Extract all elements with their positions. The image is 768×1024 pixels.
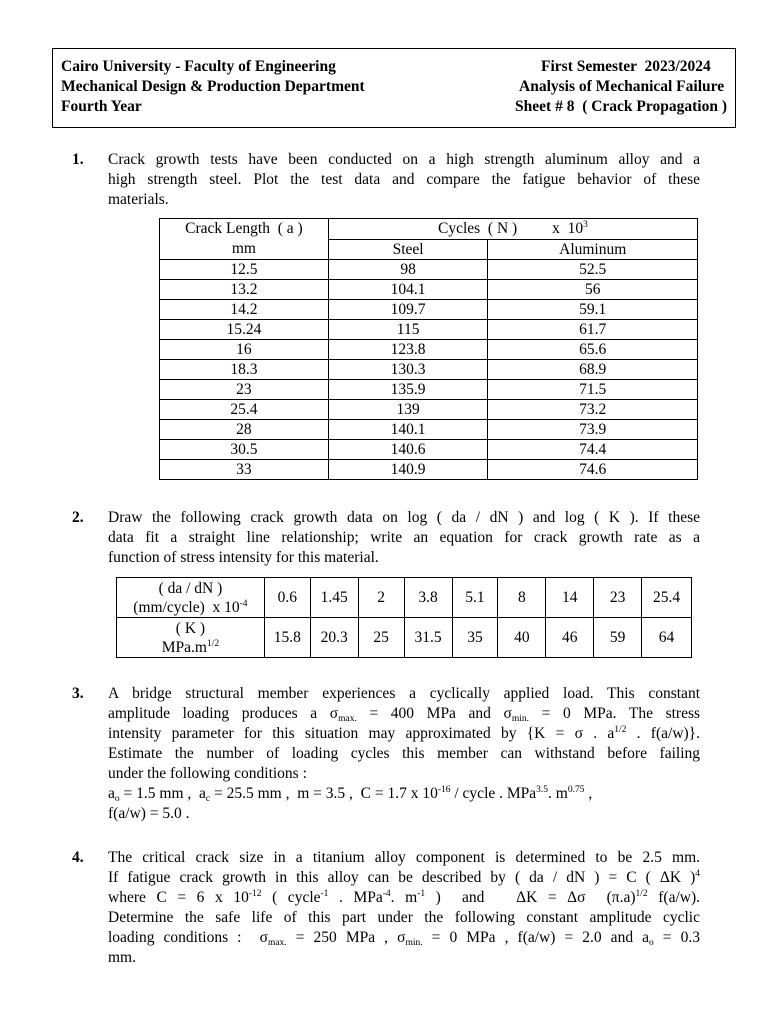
cell: 31.5 [404,618,452,658]
subscript: c [205,794,211,804]
table-row [117,618,692,658]
sigma-symbol: σ [503,705,512,722]
year-label: Fourth Year [61,98,142,115]
cycles-header [328,219,697,240]
text-run: = 1.5 mm , a [119,785,206,802]
text-run: where C = 6 x 10 [108,889,249,906]
problem-2-line: Draw the following crack growth data on log ( da / dN ) and log ( K ). If these [108,509,700,526]
text-run: amplitude loading produces a [108,705,330,722]
cell: 74.6 [488,460,698,480]
cycles-label: Cycles ( N ) [437,220,518,238]
problem-3-line: A bridge structural member experiences a cyclically applied load. This constant [108,685,700,702]
problem-3-number: 3. [72,685,84,702]
crack-growth-table [159,218,698,480]
problem-3-line [108,704,700,724]
cell: 104.1 [328,280,488,300]
cell: 73.2 [488,400,698,420]
subscript: max. [338,714,357,724]
problem-1-line: materials. [108,191,169,208]
problem-2-line: data fit a straight line relationship; write an equation for crack growth rate as a [108,529,700,546]
cell: 5.1 [452,578,498,618]
header-right [515,57,727,117]
semester-label: First Semester 2023/2024 [541,58,711,75]
cell: 135.9 [328,380,488,400]
k-label-top: ( K ) [175,619,206,637]
table-row [160,360,698,380]
cell: 28 [160,420,329,440]
cell: 130.3 [328,360,488,380]
superscript: 4 [695,869,700,879]
text-run: loading conditions : σ [108,929,268,946]
problem-4-line: mm. [108,949,136,966]
header-left [61,57,365,117]
superscript: -16 [437,785,451,795]
text-run: a [108,785,115,802]
cell: 2 [358,578,404,618]
text-run: f(a/w). [647,889,700,906]
cell: 16 [160,340,329,360]
problem-3-line [108,724,700,744]
table-row [160,280,698,300]
text-run: . f(a/w)}. [626,725,700,742]
cell: 3.8 [404,578,452,618]
cell: 23 [594,578,642,618]
text-run: . MPa [328,889,383,906]
cell: 139 [328,400,488,420]
text-run: = 400 MPa and [356,705,504,722]
cell: 15.8 [264,618,310,658]
problem-4-text [108,848,700,968]
superscript: 3.5 [536,785,549,795]
crack-length-label: Crack Length ( a ) [185,220,303,237]
problem-4-line: Determine the safe life of this part under the following constant amplitude cyclic [108,909,700,926]
table-row [160,400,698,420]
cell: 73.9 [488,420,698,440]
cell: 15.24 [160,320,329,340]
subscript: max. [267,938,287,948]
table-row [160,260,698,280]
text-run: = 25.5 mm , m = 3.5 , C = 1.7 x 10 [210,785,438,802]
cell: 25 [358,618,404,658]
text-run: = 0 MPa. The stress [529,705,701,722]
superscript: -1 [417,889,426,899]
header-box [52,48,736,128]
table-row [160,300,698,320]
table-header-row [160,219,698,240]
subscript: min. [511,714,530,724]
sheet-title: Sheet # 8 ( Crack Propagation ) [515,98,727,115]
superscript: -12 [248,889,262,899]
problem-3-line: under the following conditions : [108,765,307,782]
superscript: 1/2 [614,725,627,735]
cell: 14.2 [160,300,329,320]
subscript: o [114,794,120,804]
cell: 13.2 [160,280,329,300]
cell: 123.8 [328,340,488,360]
problem-1-number: 1. [72,151,84,168]
cell: 140.6 [328,440,488,460]
cell: 23 [160,380,329,400]
cell: 56 [488,280,698,300]
cell: 64 [642,618,692,658]
cell: 71.5 [488,380,698,400]
dadn-k-table [116,577,692,658]
cell: 140.9 [328,460,488,480]
superscript: 1/2 [635,889,648,899]
text-run: = 0.3 [653,929,700,946]
cell: 140.1 [328,420,488,440]
cell: 35 [452,618,498,658]
cell: 74.4 [488,440,698,460]
superscript: -1 [320,889,329,899]
text-run: If fatigue crack growth in this alloy can be described by ( da / dN ) = C ( ΔK ) [108,869,696,886]
table-row [160,320,698,340]
steel-header: Steel [328,239,488,260]
dadn-label [117,578,265,618]
cell: 25.4 [160,400,329,420]
problem-2-text [108,508,700,568]
problem-4-line [108,928,700,948]
k-label [117,618,265,658]
table-row [160,440,698,460]
text-run: = 250 MPa , σ [286,929,406,946]
k-unit: MPa.m [161,638,207,656]
text-run: ( cycle [261,889,321,906]
subscript: o [649,938,654,948]
problem-2-number: 2. [72,509,84,526]
aluminum-header: Aluminum [488,239,698,260]
table-row [160,340,698,360]
problem-4-number: 4. [72,849,84,866]
cell: 98 [328,260,488,280]
problem-3-line: Estimate the number of loading cycles this member can withstand before failing [108,745,700,762]
dadn-label-bottom [117,598,264,617]
cell: 40 [498,618,546,658]
cell: 65.6 [488,340,698,360]
crack-length-header [160,219,329,260]
problem-4-line [108,888,700,908]
problem-3-line [108,784,700,804]
cell: 33 [160,460,329,480]
table-row [160,420,698,440]
dadn-unit: (mm/cycle) x 10 [133,598,240,616]
problem-1-line: Crack growth tests have been conducted on a high strength aluminum alloy and a [108,151,700,168]
cycles-factor: x 10 [552,220,584,238]
text-run: . m [390,889,418,906]
cell: 18.3 [160,360,329,380]
course-title: Analysis of Mechanical Failure [519,78,725,95]
cycles-exponent: 3 [583,220,588,231]
problem-1-text [108,150,700,210]
table-row [160,380,698,400]
text-run: / cycle . MPa [450,785,537,802]
k-label-bottom [117,638,264,657]
cell: 20.3 [310,618,358,658]
crack-length-unit: mm [231,240,256,257]
problem-3-text [108,684,700,824]
table-row [117,578,692,618]
cell: 46 [546,618,594,658]
cell: 115 [328,320,488,340]
problem-3-line: f(a/w) = 5.0 . [108,805,190,822]
cell: 52.5 [488,260,698,280]
text-run: . m [548,785,568,802]
text-run: , [584,785,593,802]
cell: 1.45 [310,578,358,618]
cell: 8 [498,578,546,618]
department-name: Mechanical Design & Production Department [61,78,365,95]
cell: 59 [594,618,642,658]
cell: 59.1 [488,300,698,320]
cell: 0.6 [264,578,310,618]
dadn-exponent: -4 [239,598,248,609]
problem-4-line: The critical crack size in a titanium alloy component is determined to be 2.5 mm. [108,849,700,866]
problem-1-line: high strength steel. Plot the test data and compare the fatigue behavior of these [108,171,700,188]
cell: 12.5 [160,260,329,280]
sigma-symbol: σ [329,705,339,722]
text-run: intensity parameter for this situation may approximated by {K = σ . a [108,725,615,742]
superscript: -4 [382,889,391,899]
table-row [160,460,698,480]
cell: 61.7 [488,320,698,340]
cell: 25.4 [642,578,692,618]
cell: 14 [546,578,594,618]
problem-4-line [108,868,700,888]
superscript: 0.75 [567,785,585,795]
subscript: min. [405,938,423,948]
dadn-label-top: ( da / dN ) [158,579,223,597]
k-exponent: 1/2 [206,638,220,649]
text-run: ) and ΔK = Δσ (π.a) [425,889,636,906]
text-run: = 0 MPa , f(a/w) = 2.0 and a [422,929,649,946]
cell: 109.7 [328,300,488,320]
cell: 30.5 [160,440,329,460]
problem-2-line: function of stress intensity for this material. [108,549,379,566]
university-name: Cairo University - Faculty of Engineering [61,58,336,75]
cell: 68.9 [488,360,698,380]
